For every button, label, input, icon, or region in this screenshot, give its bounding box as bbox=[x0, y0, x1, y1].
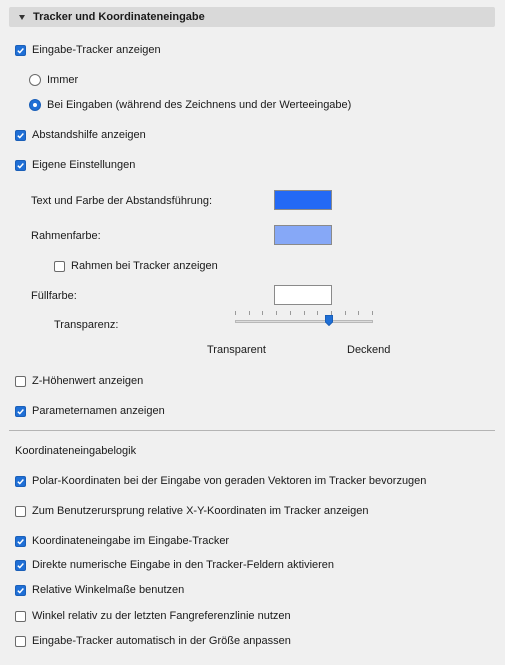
frame-color-swatch[interactable] bbox=[274, 225, 332, 245]
show-tracker-checkbox[interactable] bbox=[15, 45, 26, 56]
coord-input-checkbox[interactable] bbox=[15, 536, 26, 547]
show-frame-label: Rahmen bei Tracker anzeigen bbox=[71, 260, 218, 272]
transparency-max-label: Deckend bbox=[347, 344, 391, 356]
angle-last-ref-checkbox[interactable] bbox=[15, 611, 26, 622]
user-origin-label: Zum Benutzerursprung relative X-Y-Koordinaten im Tracker anzeigen bbox=[32, 505, 369, 517]
checkmark-icon bbox=[16, 407, 25, 416]
mode-input-label: Bei Eingaben (während des Zeichnens und der Werteeingabe) bbox=[47, 99, 352, 111]
slider-tick bbox=[304, 311, 305, 315]
fill-color-label: Füllfarbe: bbox=[31, 290, 77, 302]
distance-help-label: Abstandshilfe anzeigen bbox=[32, 129, 146, 141]
checkmark-icon bbox=[16, 537, 25, 546]
distance-help-checkbox[interactable] bbox=[15, 130, 26, 141]
param-names-option[interactable] bbox=[15, 403, 165, 419]
angle-last-ref-option[interactable] bbox=[15, 608, 291, 624]
checkmark-icon bbox=[16, 586, 25, 595]
direct-numeric-option[interactable] bbox=[15, 557, 334, 573]
coord-input-label: Koordinateneingabe im Eingabe-Tracker bbox=[32, 535, 230, 547]
polar-checkbox[interactable] bbox=[15, 476, 26, 487]
section-header-tracker[interactable] bbox=[9, 7, 495, 27]
fill-color-swatch[interactable] bbox=[274, 285, 332, 305]
slider-tick bbox=[290, 311, 291, 315]
checkmark-icon bbox=[16, 46, 25, 55]
mode-input-radio[interactable] bbox=[29, 99, 41, 111]
transparency-label: Transparenz: bbox=[54, 319, 119, 331]
param-names-checkbox[interactable] bbox=[15, 406, 26, 417]
transparency-slider-thumb[interactable] bbox=[325, 315, 333, 326]
slider-tick bbox=[249, 311, 250, 315]
show-tracker-option[interactable] bbox=[15, 42, 161, 58]
show-frame-checkbox[interactable] bbox=[54, 261, 65, 272]
direct-numeric-label: Direkte numerische Eingabe in den Tracker-Feldern aktivieren bbox=[32, 559, 335, 571]
mode-always-label: Immer bbox=[47, 74, 79, 86]
checkmark-icon bbox=[16, 161, 25, 170]
polar-option[interactable] bbox=[15, 473, 426, 489]
user-origin-checkbox[interactable] bbox=[15, 506, 26, 517]
text-color-swatch[interactable] bbox=[274, 190, 332, 210]
frame-color-label: Rahmenfarbe: bbox=[31, 230, 101, 242]
relative-angles-option[interactable] bbox=[15, 582, 184, 598]
z-height-option[interactable] bbox=[15, 373, 143, 389]
section-title: Tracker und Koordinateneingabe bbox=[33, 11, 205, 23]
own-settings-option[interactable] bbox=[15, 157, 135, 173]
collapse-triangle-icon[interactable] bbox=[19, 15, 25, 20]
section-divider bbox=[9, 430, 495, 431]
checkmark-icon bbox=[16, 561, 25, 570]
coordinates-heading: Koordinateneingabelogik bbox=[15, 445, 137, 457]
direct-numeric-checkbox[interactable] bbox=[15, 560, 26, 571]
mode-input-option[interactable] bbox=[29, 97, 351, 113]
own-settings-label: Eigene Einstellungen bbox=[32, 159, 136, 171]
param-names-label: Parameternamen anzeigen bbox=[32, 405, 165, 417]
checkmark-icon bbox=[16, 477, 25, 486]
radio-dot-icon bbox=[33, 103, 37, 107]
z-height-checkbox[interactable] bbox=[15, 376, 26, 387]
mode-always-radio[interactable] bbox=[29, 74, 41, 86]
relative-angles-checkbox[interactable] bbox=[15, 585, 26, 596]
slider-tick bbox=[235, 311, 236, 315]
slider-tick bbox=[262, 311, 263, 315]
transparency-slider-track[interactable] bbox=[235, 320, 373, 323]
transparency-min-label: Transparent bbox=[207, 344, 266, 356]
polar-label: Polar-Koordinaten bei der Eingabe von geraden Vektoren im Tracker bevorzugen bbox=[32, 475, 427, 487]
slider-tick bbox=[345, 311, 346, 315]
z-height-label: Z-Höhenwert anzeigen bbox=[32, 375, 144, 387]
auto-resize-checkbox[interactable] bbox=[15, 636, 26, 647]
auto-resize-option[interactable] bbox=[15, 633, 291, 649]
user-origin-option[interactable] bbox=[15, 503, 368, 519]
checkmark-icon bbox=[16, 131, 25, 140]
angle-last-ref-label: Winkel relativ zu der letzten Fangreferenzlinie nutzen bbox=[32, 610, 291, 622]
show-tracker-label: Eingabe-Tracker anzeigen bbox=[32, 44, 161, 56]
slider-tick bbox=[372, 311, 373, 315]
auto-resize-label: Eingabe-Tracker automatisch in der Größe anpassen bbox=[32, 635, 291, 647]
distance-help-option[interactable] bbox=[15, 127, 146, 143]
own-settings-checkbox[interactable] bbox=[15, 160, 26, 171]
slider-tick bbox=[317, 311, 318, 315]
text-color-label: Text und Farbe der Abstandsführung: bbox=[31, 195, 213, 207]
show-frame-option[interactable] bbox=[54, 258, 218, 274]
slider-tick bbox=[276, 311, 277, 315]
coord-input-option[interactable] bbox=[15, 533, 229, 549]
relative-angles-label: Relative Winkelmaße benutzen bbox=[32, 584, 185, 596]
slider-tick bbox=[358, 311, 359, 315]
mode-always-option[interactable] bbox=[29, 72, 78, 88]
